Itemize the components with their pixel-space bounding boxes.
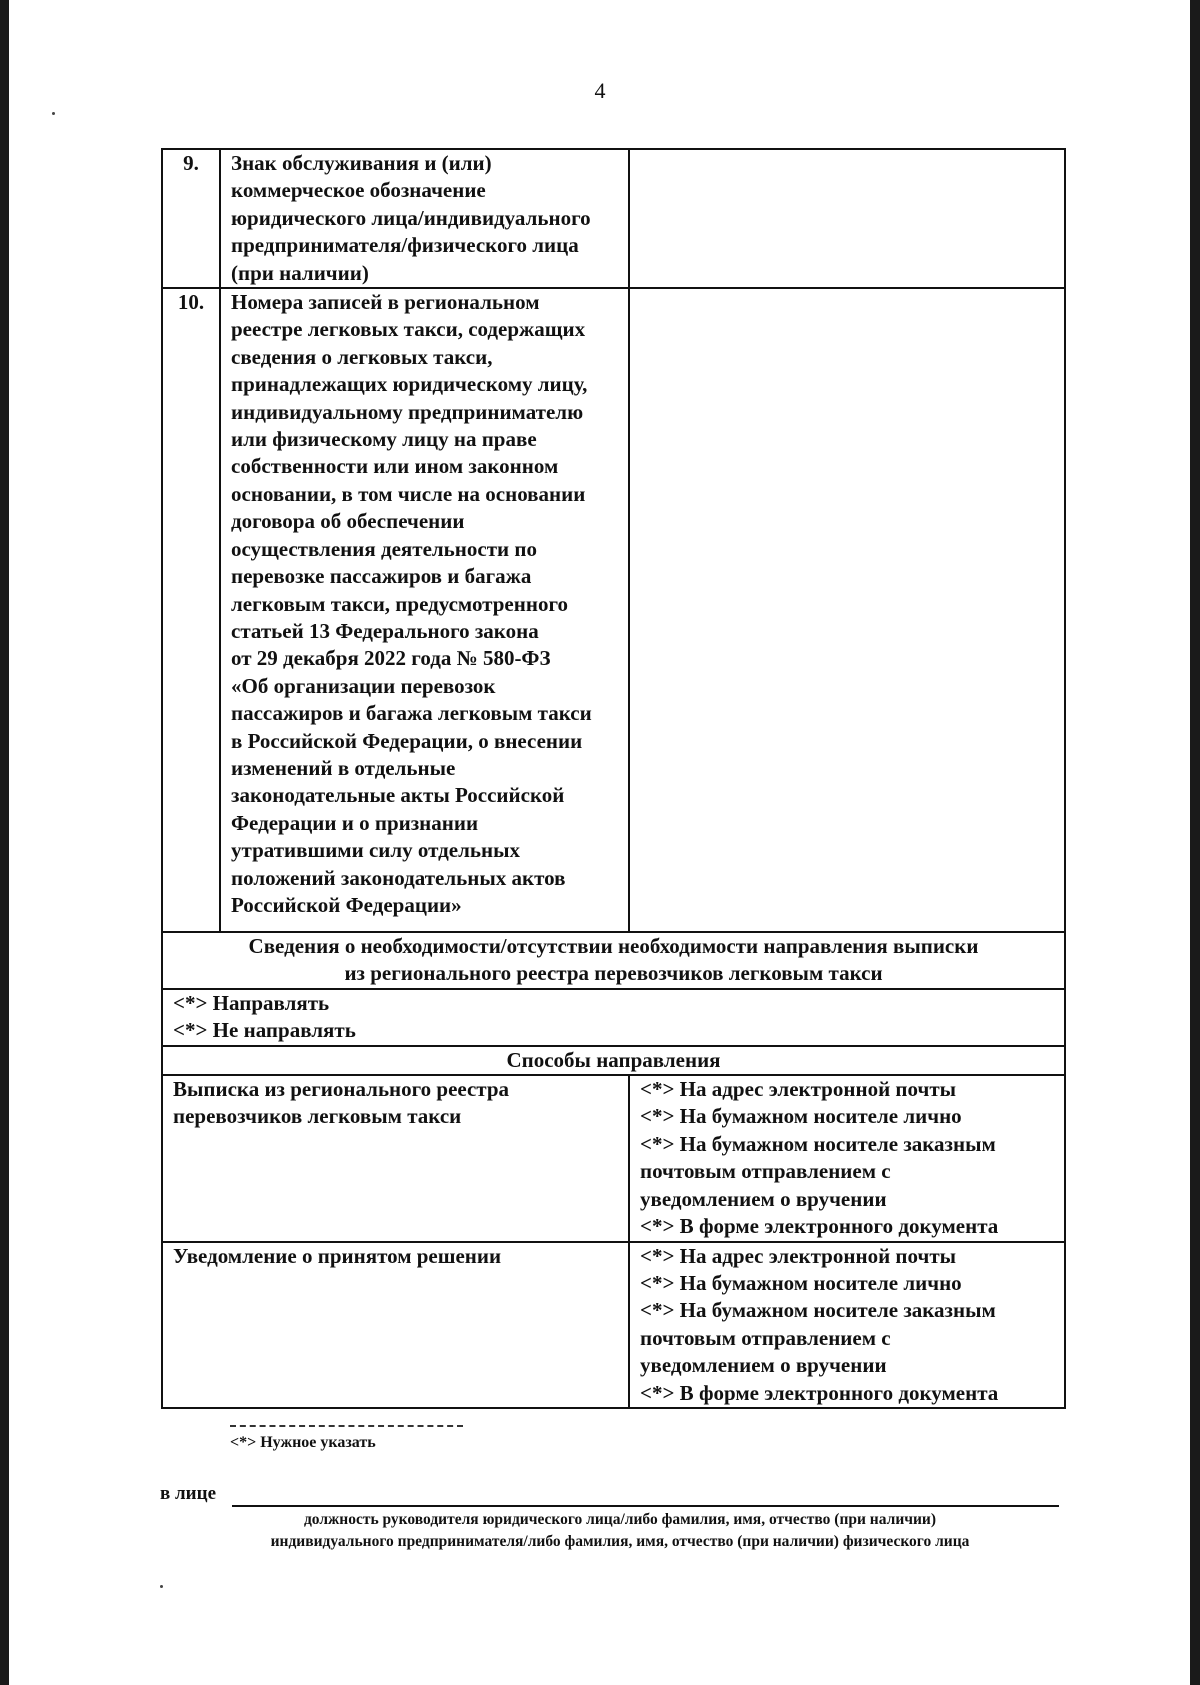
scan-edge-right bbox=[1190, 0, 1200, 1685]
option-do-not-send[interactable]: <*> Не направлять bbox=[173, 1018, 356, 1043]
method-row bbox=[162, 1242, 1065, 1408]
footnote: <*> Нужное указать bbox=[230, 1434, 376, 1451]
signatory-hint bbox=[160, 1509, 1080, 1553]
extract-heading-line: из регионального реестра перевозчиков легковым такси bbox=[344, 961, 883, 986]
scan-speck bbox=[52, 112, 55, 115]
signatory-input-line[interactable] bbox=[232, 1505, 1059, 1507]
row-label: Номера записей в региональном реестре легковых такси, содержащих сведения о легковых такси, принадлежащих юридическому лицу, индивидуальному предпринимателю или физическому лицу на праве собственности или ином законном основании, в том числе на основании договора об обеспечении осуществления деятельности по перевозке пассажиров и багажа легковым такси, предусмотренного статьей 13 Федерального закона от 29 декабря 2022 года № 580-ФЗ «Об организации перевозок пассажиров и багажа легковым такси в Российской Федерации, о внесении изменений в отдельные законодательные акты Российской Федерации и о признании утратившими силу отдельных положений законодательных актов Российской Федерации» bbox=[220, 288, 629, 932]
method-options[interactable]: <*> На адрес электронной почты <*> На бумажном носителе лично <*> На бумажном носителе заказным почтовым отправлением с уведомлением о вручении <*> В форме электронного документа bbox=[629, 1242, 1065, 1408]
scan-edge-left bbox=[0, 0, 9, 1685]
row-label: Знак обслуживания и (или) коммерческое обозначение юридического лица/индивидуального предпринимателя/физического лица (при наличии) bbox=[220, 149, 629, 288]
row-value-field[interactable] bbox=[629, 149, 1065, 288]
method-row bbox=[162, 1075, 1065, 1241]
method-label: Уведомление о принятом решении bbox=[162, 1242, 629, 1408]
signatory-hint-line: индивидуального предпринимателя/либо фамилия, имя, отчество (при наличии) физического лица bbox=[270, 1533, 970, 1550]
signatory-hint-line: должность руководителя юридического лица/либо фамилия, имя, отчество (при наличии) bbox=[303, 1511, 937, 1528]
method-options[interactable]: <*> На адрес электронной почты <*> На бумажном носителе лично <*> На бумажном носителе заказным почтовым отправлением с уведомлением о вручении <*> В форме электронного документа bbox=[629, 1075, 1065, 1241]
row-number: 9. bbox=[162, 149, 220, 288]
methods-heading: Способы направления bbox=[162, 1046, 1065, 1075]
signatory-label: в лице bbox=[160, 1483, 216, 1504]
table-row bbox=[162, 288, 1065, 932]
row-value-field[interactable] bbox=[629, 288, 1065, 932]
method-label: Выписка из регионального реестра перевозчиков легковым такси bbox=[162, 1075, 629, 1241]
methods-heading-row bbox=[162, 1046, 1065, 1075]
extract-options-row bbox=[162, 989, 1065, 1046]
footnote-divider bbox=[230, 1425, 463, 1427]
page-number: 4 bbox=[594, 78, 606, 103]
row-number: 10. bbox=[162, 288, 220, 932]
extract-heading-row bbox=[162, 932, 1065, 989]
table-row bbox=[162, 149, 1065, 288]
extract-heading bbox=[162, 932, 1065, 989]
scan-speck bbox=[160, 1585, 163, 1588]
application-form-table bbox=[161, 148, 1066, 1409]
extract-options bbox=[162, 989, 1065, 1046]
extract-heading-line: Сведения о необходимости/отсутствии необходимости направления выписки bbox=[248, 934, 979, 959]
option-send[interactable]: <*> Направлять bbox=[173, 990, 330, 1015]
